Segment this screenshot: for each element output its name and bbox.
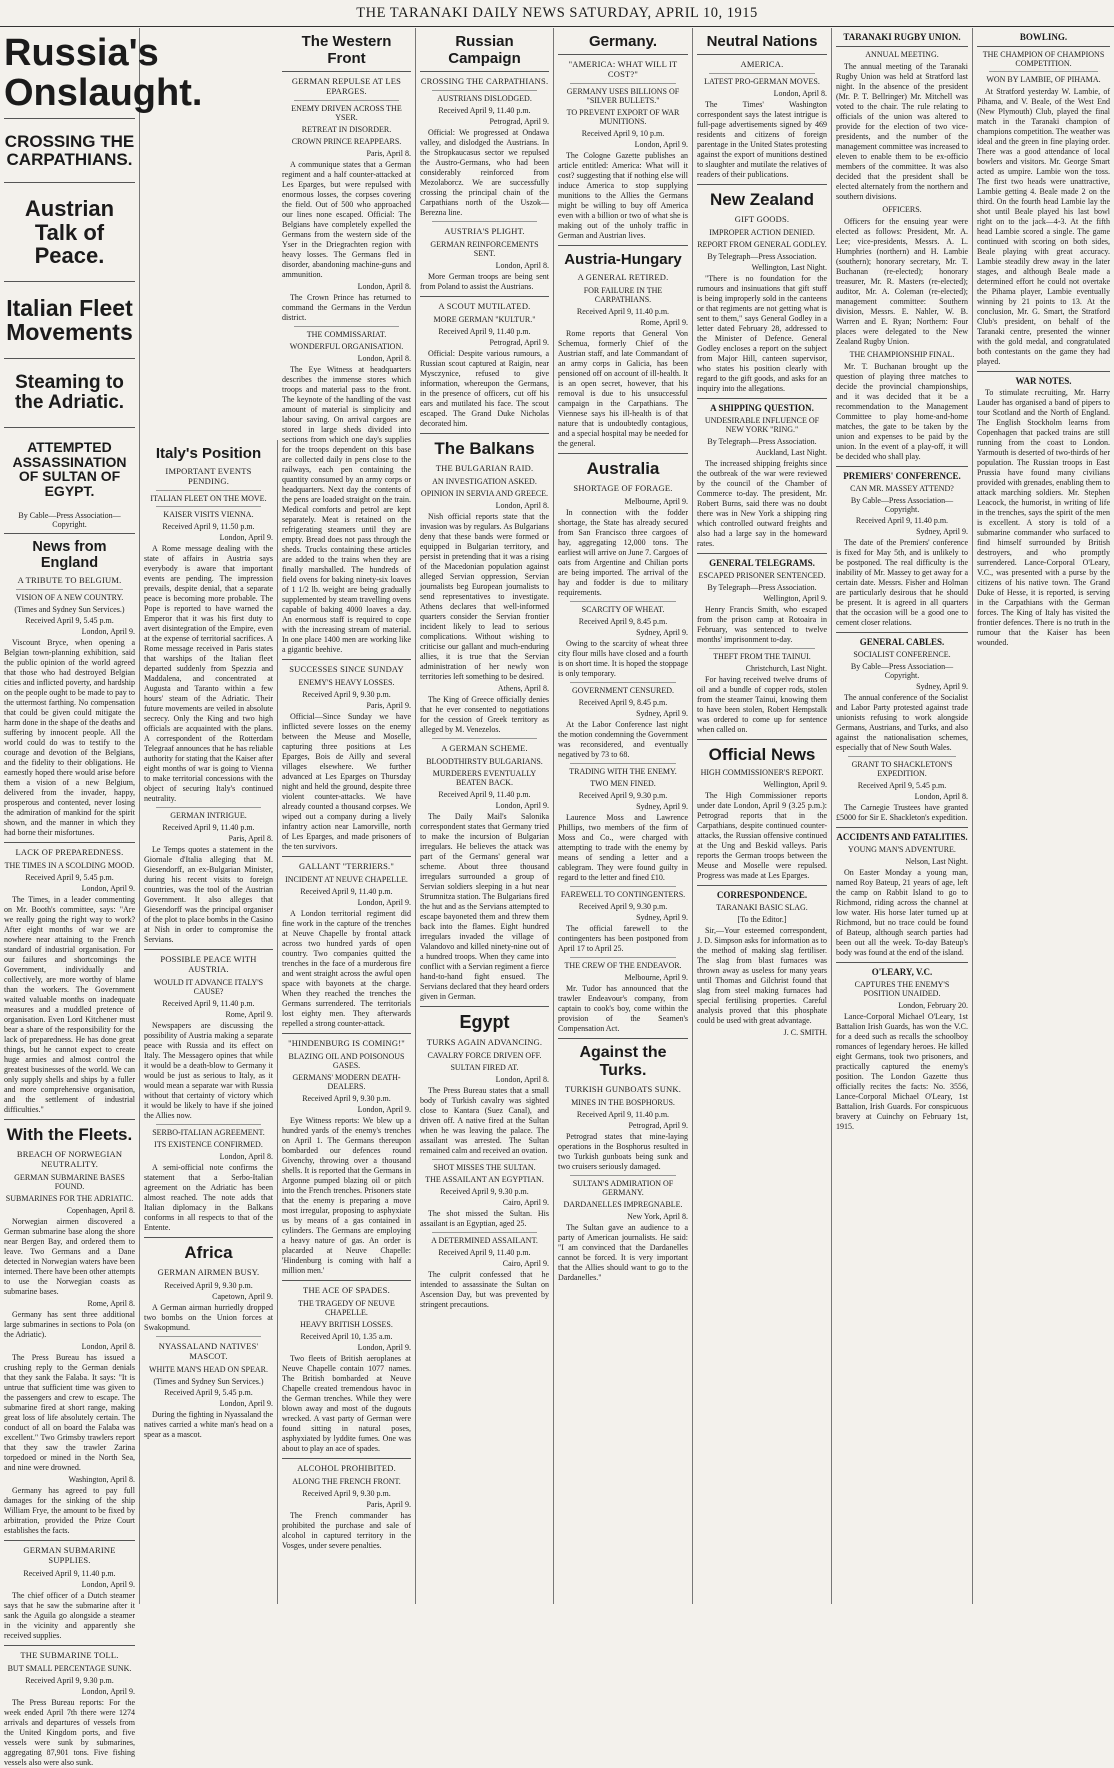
received: Received April 9, 11.40 p.m. [438,327,531,336]
subhead: GERMANY USES BILLIONS OF "SILVER BULLETS." [566,87,680,105]
subhead: CORRESPONDENCE. [716,890,808,900]
subhead: ESCAPED PRISONER SENTENCED. [698,571,826,580]
article-text: The Daily Mail's Salonika correspondent states that Germany tried to make the incursion of Bulgarian irregulars. He believes the attack was part of the Germans' general war scheme. About three thousand irregulars surrounded a group of Servian soldiers sleeping in a hut near Strumnitza station. The Bulgarians fired the hut and as the Servians attempted to escape bayoneted them and threw them back into the flames. Eight hundred irregulars invaded the village of Valandovo and killed ninety-nine out of a hundred troops. When they came into conflict with a Servian regiment a fierce hand-to-hand fight ensued. The Servians declared that they heard orders given in German. [420,812,549,1001]
subhead: SHORTAGE OF FORAGE. [573,483,673,493]
subhead: ENEMY'S HEAVY LOSSES. [298,678,395,687]
subhead: "HINDENBURG IS COMING!" [288,1038,405,1048]
headline-austrian-peace: Austrian Talk of Peace. [24,196,115,268]
subhead: THE BULGARIAN RAID. [435,463,534,473]
dateline: Melbourne, April 9. [624,973,688,982]
article-text: The Crown Prince has returned to command the Germans in the Verdun district. [282,293,411,322]
column-1 [0,28,203,1767]
article-text: The annual conference of the Socialist and Labor Party protested against trade unionists refusing to work alongside Germans, Austrians, and Turks, and also against the nationalisation schemes, especially that of New South Wales. [836,693,968,752]
dateline: Sydney, April 9. [916,682,968,691]
article-text: Laurence Moss and Lawrence Phillips, two members of the firm of Moss and Co., were charged with attempting to trade with the enemy by means of sending a letter and a cablegram. They were found guilty in regard to the letter and fined £10. [558,813,688,882]
subhead: DARDANELLES IMPREGNABLE. [563,1200,683,1209]
received: Received April 9, 9.30 p.m. [25,1675,114,1685]
section-with-the-fleets: With the Fleets. [6,1124,133,1144]
dateline: Washington, April 8. [68,1474,135,1484]
dateline: London, April 9. [495,801,549,810]
subhead: MINES IN THE BOSPHORUS. [571,1098,675,1107]
dateline: London, April 8. [495,501,549,510]
article-text: The Eye Witness at headquarters describes the immense stores which troops and material pass to the front. The keynote of the handling of the vast amount of material is simplicity and labour saving. On arrival cargoes are stored in large sheds divided into sections from which one day's supplies for the troops dependent on this base are collected daily in pens close to the railways, each pen containing the quantity consumed by an army corps or headquarters. Next day the contents of the pens are loaded straight on the train. Medical comforts and petrol are kept separately. Meat is retained on the refrigerating steamers until they are empty. Bread does not pass through the sheds. Trucks containing these articles are added to the trains when they are finally marshalled. The hundreds of field ovens for baking ninety-six loaves of 1 1/2 lb. weight are being gradually supplemented by steam travelling ovens capable of baking 4000 loaves a day. An enormous staff is required to cope with the increasing stream of material. In one place 1400 men are working like a gigantic beehive. [282,365,411,654]
subhead: CROWN PRINCE REAPPEARS. [291,137,402,146]
article-text: The Times' Washington correspondent says the latest intrigue is full-page advertisements signed by 469 residents and citizens of foreign parentage in the United States protesting against the export of munitions destined to slaughter and mutilate the relatives of readers of their publications. [697,100,827,179]
section-accidents: ACCIDENTS AND FATALITIES. [836,832,968,842]
article-text: Official: We progressed at Ondawa valley, and dislodged the Austrians. In the Stropkaucasus sector we repulsed the Austro-Germans, who had been considerably reinforced from Mezolaborcz. We are successfully crossing the principal chain of the Carpathians north of the Uszok—Berezna line. [420,128,549,217]
dateline: London, April 8. [495,261,549,270]
received: Received April 9, 11.40 p.m. [438,1248,531,1257]
received: Received April 9, 11.40 p.m. [438,106,531,115]
source: (Times and Sydney Sun Services.) [14,604,125,614]
subhead: A SCOUT MUTILATED. [438,301,531,311]
article-text: A communique states that a German regiment and a half counter-attacked at Les Eparges, but were repulsed with enormous losses, the corpses covering the field. Out of 500 who approached our lines none escaped. Official: The Belgians have completely expelled the Germans from the western side of the Yser in the Driegrachten region with heavy losses. The Germans fled in disorder, abandoning machine-guns and ammunition. [282,160,411,279]
subhead: VISION OF A NEW COUNTRY. [15,592,124,602]
dateline: London, February 20. [898,1001,968,1010]
section-against-the-turks: Against the Turks. [579,1044,667,1079]
dateline: Wellington, Last Night. [751,263,827,272]
subhead: TURKISH GUNBOATS SUNK. [564,1084,682,1094]
subhead: TO PREVENT EXPORT OF WAR MUNITIONS. [566,108,680,126]
subhead: FOR FAILURE IN THE CARPATHIANS. [583,286,663,304]
article-text: During the fighting in Nyassaland the natives carried a white man's head on a spear as a mascot. [144,1410,273,1439]
article-text: The Times, in a leader commenting on Mr. Booth's committee, says: "Are we really going the right way to work? After eight months of war we are nowhere near attaining to the French standard of industrial organisation. For our failures and shortcomings the Government, individually and collectively, are more worthy of blame than the workers. The Government waited valuable months on inadequate measures and a muddled pretence of organisation. Even Lord Kitchener must bear a share of the responsibility for the lack of preparedness. He has done great things, but he cannot expect to create huge armies and almost control the greatest businesses of the world. We can only supply shells and ships by a fuller and more comprehensive organisation, and the settlement of industrial difficulties." [4,894,135,1114]
article-text: The Carnegie Trustees have granted £5000 for Sir E. Shackleton's expedition. [836,803,968,822]
section-germany: Germany. [588,33,658,50]
received: Received April 9, 10 p.m. [581,129,665,138]
dateline: London, April 9. [357,1343,411,1352]
received: Received April 9, 11.40 p.m. [300,887,393,896]
subhead: OPINION IN SERVIA AND GREECE. [420,489,549,498]
subhead: BLOODTHIRSTY BULGARIANS. [426,757,543,766]
article-text: Germany has sent three additional large submarines in sections to Pola (on the Adriatic). [4,1309,135,1339]
byline: By Cable—Press Association—Copyright. [850,662,954,680]
article-text: Viscount Bryce, when opening a Belgian town-planning exhibition, said the public opinion of the world agreed that those who had destroyed Belgian cities and inflicted poverty, and hardship on the people ought to be made to pay to the uttermost farthing. No compensation that could be given could mitigate the harm done in the shape of the deaths and suffering by innocent people. All the world could do was to testify to the courage and devotion of the Belgians, and the fidelity to their obligations. He earnestly hoped there would arise before them a vision of a new Belgium, delivered from the invader, happy, prosperous and contented, never losing the admiration of mankind for the spirit shown, and the manner in which they had borne their misfortunes. [4,637,135,837]
subhead: GIFT GOODS. [734,214,790,224]
subhead: THE SUBMARINE TOLL. [20,1649,119,1660]
section-taranaki-rugby: TARANAKI RUGBY UNION. [843,32,961,42]
dateline: Cairo, April 9. [502,1198,549,1207]
subhead: ANNUAL MEETING. [865,50,939,59]
subhead: WON BY LAMBIE, OF PIHAMA. [986,75,1101,84]
subhead: GENERAL TELEGRAMS. [709,558,815,568]
column-8 [973,28,1114,1604]
subhead: GERMAN AIRMEN BUSY. [157,1267,260,1277]
subhead: LATEST PRO-GERMAN MOVES. [704,77,820,86]
dateline: Copenhagen, April 8. [66,1205,135,1215]
dateline: London, April 8. [914,792,968,801]
dateline: New York, April 8. [627,1212,688,1221]
subhead: BLAZING OIL AND POISONOUS GASES. [288,1052,405,1070]
section-western-front: The Western Front [301,33,392,67]
received: Received April 9, 11.40 p.m. [576,1110,670,1119]
article-text: The High Commissioner reports under date London, April 9 (3.25 p.m.): Petrograd reports that in the Carpathians, despite continued counter-attacks, the Russian offensive continued at the Ung and Beskid valleys. Paris reports the German troops between the Meuse and Moselle were repulsed. Progress was made at Les Eparges. [697,791,827,880]
subhead: SULTAN'S ADMIRATION OF GERMANY. [572,1179,674,1197]
subhead: REPORT FROM GENERAL GODLEY. [697,240,827,249]
received: Received April 10, 1.35 a.m. [300,1332,393,1341]
section-new-zealand: New Zealand [710,190,814,209]
section-neutral-nations: Neutral Nations [706,33,818,50]
section-egypt: Egypt [459,1012,510,1032]
article-text: Le Temps quotes a statement in the Giornale d'Italia alleging that M. Giesendorff, an ex-Bulgarian Minister, during his recent visits to foreign countries, was the tool of the Austrian Government. It also alleges that Giesendorff was the principal organiser of the plot to place bombs in the Casino at Nish in order to compromise the Servians. [144,845,273,944]
dateline: London, April 8. [357,282,411,291]
article-text: The Press Bureau states that a small body of Turkish cavalry was sighted close to Kantara (Suez Canal), and driven off. A native fired at the Sultan when he was leaving the palace. The assailant was arrested. The Sultan remained calm and received an ovation. [420,1086,549,1155]
received: Received April 9, 5.45 p.m. [857,781,947,790]
dateline: London, April 9. [357,898,411,907]
byline: By Telegraph—Press Association. [707,252,817,261]
subhead: AUSTRIANS DISLODGED. [437,94,532,103]
section-australia: Australia [586,459,660,478]
section-official-news: Official News [708,745,816,764]
article-text: Sir,—Your esteemed correspondent, J. D. Simpson asks for information as to the method of making slag fertiliser. The slag from blast furnaces was thrown away as useless for many years until Thomas and Gilchrist found that slag from steel making furnaces had special fertilising properties. Careful analysis proved that this phosphate could be used with great advantage. [697,926,827,1025]
subhead: GERMAN SUBMARINE SUPPLIES. [23,1544,116,1565]
article-text: Eye Witness reports: We blew up a hundred yards of the enemy's trenches on April 1. The Germans thereupon bombarded our defences round Givenchy, throwing over a thousand shells. It is reported that the Germans in Argonne pumped blazing oil or pitch into the French trenches. Prisoners state that the enemy is preparing a move most irregular, proposing to asphyxiate us by means of a gas contained in cylinders. The Germans are employing a heavy nature of gas. An order is placarded at Neuve Chapelle: 'Hindenburg is coming with half a million men.' [282,1116,411,1275]
article-text: The Sultan gave an audience to a party of American journalists. He said: "I am convinced that the Dardanelles cannot be forced. It is very important that the Allies should want to go to the Dardanelles." [558,1223,688,1282]
article-text: The French commander has prohibited the purchase and sale of alcohol in captured territory in the Vosges, under severe penalties. [282,1511,411,1550]
section-africa: Africa [184,1243,233,1262]
dateline: Nelson, Last Night. [905,857,968,866]
dateline: Sydney, April 9. [916,527,968,536]
article-text: A London territorial regiment did fine work in the capture of the trenches at Neuve Chapelle by frontal attack across two hundred yards of open country. Two companies quitted the trenches in the face of a murderous fire and went straight across the awful open space with bayonets at the charge. When they reached the trenches the Germans surrendered. The territorials lost eighty men. They afterwards repelled a strong counter-attack. [282,909,411,1028]
dateline: Petrograd, April 9. [628,1121,688,1130]
headline-russias-onslaught: Russia's Onslaught. [4,32,203,114]
subhead: WONDERFUL ORGANISATION. [289,342,404,351]
subhead: SUBMARINES FOR THE ADRIATIC. [5,1193,134,1203]
subhead: THE ASSAILANT AN EGYPTIAN. [425,1175,544,1184]
received: Received April 9, 9.30 p.m. [302,690,391,699]
article-text: Newspapers are discussing the possibility of Austria making a separate peace with Russia and its effect on Italy. The Messagero opines that while it would be a death-blow to Germany it would be just as serious to Italy, as it would mean a separate war with Russia without that certainty of victory which it would be likely to have if she joined the Allies now. [144,1021,273,1120]
received: Received April 9, 9.30 p.m. [302,1094,391,1103]
article-text: The Press Bureau has issued a crushing reply to the German denials that they sank the Falaba. It says: "It is untrue that sufficient time was given to the passengers and crew to escape. The submarine fired at short range, making great loss of life absolutely certain. The conduct of all on board the Falaba was excellent." Two Grimsby trawlers report that they saw the trawler Zarina torpedoed or mined in the North Sea, and nine were drowned. [4,1352,135,1472]
article-text: The Press Bureau reports: For the week ended April 7th there were 1274 arrivals and departures of vessels from the United Kingdom ports, and five vessels were sunk by submarines, aggregating 87,901 tons. Five fishing vessels also were also sunk. [4,1697,135,1767]
subhead: A TRIBUTE TO BELGIUM. [17,574,122,585]
byline: By Telegraph—Press Association. [707,583,817,592]
article-text: A Rome message dealing with the state of affairs in Austria says everybody is aware that important events are pending. The impression prevails, despite denial, that a separate peace is becoming more probable. The Pope is reported to have warned the Emperor that it was his first duty to avert disintegration of the Empire, even at the expense of territorial sacrifices. A Rome message received in Paris states that warships of the Italian fleet departed suddenly from Spezzia and Maddalena, and concentrated at Augusta and Taranto within a few hours' steam of the Adriatic. Their future movements are veiled in absolute secrecy. Only the King and two high officials are acquainted with the plans. A correspondent of the Rotterdam Telegraaf announces that he has reliable authority for stating that the Kaiser after eight months of war is going to Vienna to make territorial concessions with the object of securing Italy's continued neutrality. [144,544,273,803]
received: Received April 9, 8.45 p.m. [578,617,668,626]
article-text: The culprit confessed that he intended to assassinate the Sultan on Ascension Day, but was prevented by stringent precautions. [420,1270,549,1309]
article-text: To stimulate recruiting, Mr. Harry Lauder has organised a band of pipers to tour Scotland and the North of England. The English Stockholm learns from Copenhagen that packed trains are still running from the coast to London. Yarmouth is deserted of two-thirds of her population. The Russian troops in East Prussia have found many civilians provided with grenades, enabling them to attack marching soldiers. Mr. Stephen Leacock, the humorist, in writing of life in the trenches, says the spirit of the men is excellent. A story is told of a submarine commander who surfaced to find himself surrounded by British destroyers, and who promptly surrendered. Lance-Corporal O'Leary, V.C., was presented with a purse by the citizens of his native town. The Grand Duke of Hesse, it is reported, is serving in the Carpathians with the German forces. The King of Italy has visited the frontier defences. There is no truth in the rumour that the Kaiser has been wounded. [977,388,1110,647]
received: Received April 9, 9.30 p.m. [302,1489,391,1498]
signature: J. C. SMITH. [783,1028,827,1037]
received: Received April 9, 9.30 p.m. [578,902,668,911]
article-text: The official farewell to the contingenters has been postponed from April 17 to April 25. [558,924,688,953]
section-war-notes: WAR NOTES. [1015,376,1072,386]
section-general-cables: GENERAL CABLES. [859,637,945,647]
subhead: THE COMMISSARIAT. [306,330,387,339]
subhead: GERMAN INTRIGUE. [170,811,247,820]
subhead: GERMAN REINFORCEMENTS SENT. [430,240,539,258]
subhead: IMPORTANT EVENTS PENDING. [165,466,252,486]
byline: By Telegraph—Press Association. [707,437,817,446]
article-text: Official: Despite various rumours, a Russian scout captured at Raigin, near Mysczynice, refused to give information, whereupon the Germans, in the presence of officers, cut off his ears and mutilated his face. The scout escaped. The Grand Duke Nicholas decorated him. [420,349,549,428]
headline-sultan-assassination: ATTEMPTED ASSASSINATION OF SULTAN OF EGYPT. [12,438,127,499]
section-bowling: BOWLING. [1019,32,1068,42]
dateline: Paris, April 9. [366,701,411,710]
column-6 [693,28,832,1604]
article-text: Official—Since Sunday we have inflicted severe losses on the enemy between the Meuse and Moselle, capturing three positions at Les Eparges, Bois de Ailly and several villages elsewhere. We further advanced at Les Eparges on Thursday night and held the ground, despite three violent counter-attacks. We have already counted a thousand corpses. We wiped out a company during a lively infantry action near Lamorville, north of Les Eparges, and made prisoners of the ten survivors. [282,712,411,851]
subhead: AUSTRIA'S PLIGHT. [444,226,525,236]
column-5 [554,28,693,1604]
received: Received April 9, 9.30 p.m. [440,1187,529,1196]
article-text: The increased shipping freights since the outbreak of the war were reviewed by the council of the Chamber of Commerce to-day. The president, Mr. Robert Burns, said there was no doubt there was in New York a shipping ring which controlled outward freights and also had a large say in the homeward rates. [697,459,827,548]
article-text: For having received twelve drums of oil and a bundle of copper rods, stolen from the steamer Tainui, knowing them to have been stolen, Robert Hempstalk was ordered to come up for sentence when called on. [697,675,827,734]
article-text: The date of the Premiers' conference is fixed for May 5th, and is unlikely to be postponed. The real difficulty is the inability of Mr. Massey to get away for a certain date. Messrs. Fisher and Holman are particularly desirous that he should be present. It is agreed in all quarters that the occasion will be a good one to cement closer relations. [836,538,968,627]
received: Received April 9, 11.40 p.m. [855,516,949,525]
subhead: SULTAN FIRED AT. [450,1063,519,1072]
section-news-from-england: News from England [32,538,107,571]
subhead: MORE GERMAN "KULTUR." [433,315,536,324]
article-text: The Cologne Gazette publishes an article entitled: America: What will it cost? suggesting that if nothing else will induce America to stop supplying munitions to the Allies the Germans might be willing to buy off America even with a billion or two of what she is making out of the unholy traffic in German and Austrian lives. [558,151,688,240]
received: Received April 9, 8.45 p.m. [578,698,668,707]
subhead: FAREWELL TO CONTINGENTERS. [560,890,686,899]
subhead: GERMAN REPULSE AT LES EPARGES. [291,76,402,96]
masthead: THE TARANAKI DAILY NEWS SATURDAY, APRIL 10, 1915 [0,0,1114,27]
dateline: London, April 9. [81,626,135,636]
received: Received April 9, 11.40 p.m. [162,999,255,1008]
subhead: SCARCITY OF WHEAT. [581,605,665,614]
article-text: Henry Francis Smith, who escaped from the prison camp at Rotoaira in February, was sentenced to twelve months' imprisonment to-day. [697,605,827,644]
subhead: GRANT TO SHACKLETON'S EXPEDITION. [851,760,953,778]
to-editor: [To the Editor.] [737,915,787,924]
article-text: A German airman hurriedly dropped two bombs on the Union forces at Swakopmund. [144,1303,273,1332]
subhead: NYASSALAND NATIVES' MASCOT. [158,1341,259,1361]
dateline: London, April 9. [81,1686,135,1696]
section-russian-campaign: Russian Campaign [448,33,521,67]
received: Received April 9, 11.40 p.m. [23,1568,116,1578]
dateline: London, April 9. [357,1105,411,1114]
article-text: The shot missed the Sultan. His assailant is an Egyptian, aged 25. [420,1209,549,1228]
headline-crossing-carpathians: CROSSING THE CARPATHIANS. [4,131,135,169]
dateline: Sydney, April 9. [636,709,688,718]
subhead: TWO MEN FINED. [590,779,656,788]
article-text: Lance-Corporal Michael O'Leary, 1st Battalion Irish Guards, has won the V.C. for a deed such as recalls the schoolboy romances of legendary heroes. He killed eight Germans, took two prisoners, and practically captured the enemy's position. The London Gazette thus officially recites the facts: No. 3556, Lance-Corporal Michael O'Leary, 1st Battalion, Irish Guards. For conspicuous bravery at Cuinchy on February 1st, 1915. [836,1012,968,1131]
subhead: BUT SMALL PERCENTAGE SUNK. [7,1663,132,1673]
subhead: IMPROPER ACTION DENIED. [709,228,815,237]
subhead: A GENERAL RETIRED. [577,272,669,282]
dateline: Wellington, April 9. [763,594,827,603]
section-italys-position: Italy's Position [155,445,262,462]
section-the-balkans: The Balkans [434,439,535,458]
headline-steaming-adriatic: Steaming to the Adriatic. [14,372,125,413]
subhead: CAVALRY FORCE DRIVEN OFF. [427,1051,542,1060]
dateline: London, April 9. [81,883,135,893]
subhead: GERMAN SUBMARINE BASES FOUND. [14,1172,125,1191]
article-text: Owing to the scarcity of wheat three city flour mills have closed and a fourth is on short time. It is hoped the stoppage is only temporary. [558,639,688,678]
section-austria-hungary: Austria-Hungary [564,251,682,268]
subhead: INCIDENT AT NEUVE CHAPELLE. [285,875,408,884]
dateline: Petrograd, April 9. [489,338,549,347]
received: Received April 9, 9.30 p.m. [164,1281,253,1290]
dateline: Cairo, April 9. [502,1259,549,1268]
subhead: GALLANT "TERRIERS." [298,861,395,871]
article-text: The King of Greece officially denies that he ever consented to negotiations for the cession of Greek territory as alleged by M. Venezelos. [420,695,549,734]
subhead: THE CHAMPIONSHIP FINAL. [849,350,955,359]
article-text: On Easter Monday a young man, named Roy Bateup, 21 years of age, left the camp on Rabbit Island to go to Richmond, riding across the channel at low water. His horse later turned up at Richmond, but no trace could be found of Bateup, although search parties had been out all the week. To-day Bateup's body was found at the end of the island. [836,868,968,957]
article-text: Mr. T. Buchanan brought up the question of playing three matches to decide the provincial championships, and it was decided that it be a recommendation to the Management Committee to play home-and-home matches, the gate to be taken by the union and expenses to be paid by the union. In the event of a play-off, it will be decided who shall play. [836,362,968,461]
subhead: "AMERICA: WHAT WILL IT COST?" [568,59,678,79]
received: Received April 9, 9.30 p.m. [578,791,668,800]
subhead: A DETERMINED ASSAILANT. [431,1236,538,1245]
dateline: Paris, April 8. [228,834,273,843]
dateline: London, April 9. [219,1399,273,1408]
subhead: SHOT MISSES THE SULTAN. [433,1163,536,1172]
source: (Times and Sydney Sun Services.) [153,1377,264,1386]
dateline: Petrograd, April 9. [489,117,549,126]
subhead: WOULD IT ADVANCE ITALY'S CAUSE? [153,978,264,996]
byline: By Cable—Press Association—Copyright. [18,510,121,529]
dateline: London, April 9. [81,1579,135,1589]
subhead: OFFICERS. [882,205,922,214]
article-text: More German troops are being sent from Poland to assist the Austrians. [420,272,549,291]
dateline: London, April 8. [773,89,827,98]
received: Received April 9, 11.50 p.m. [162,522,255,531]
subhead: THE ACE OF SPADES. [303,1285,390,1295]
dateline: Paris, April 8. [366,149,411,158]
received: Received April 9, 5.45 p.m. [164,1388,253,1397]
subhead: WHITE MAN'S HEAD ON SPEAR. [149,1365,268,1374]
byline: By Cable—Press Association—Copyright. [850,496,954,514]
dateline: London, April 8. [495,1075,549,1084]
subhead: UNDESIRABLE INFLUENCE OF NEW YORK "RING." [704,416,820,434]
article-text: Petrograd states that mine-laying operations in the Bosphorus resulted in two Turkish gunboats being sunk and two cruisers seriously damaged. [558,1132,688,1171]
column-3 [278,28,416,1604]
headline-italian-fleet: Italian Fleet Movements [6,294,133,345]
subhead: CROSSING THE CARPATHIANS. [420,76,549,86]
dateline: Wellington, April 9. [763,780,827,789]
subhead: THE CREW OF THE ENDEAVOR. [564,961,682,970]
article-text: A semi-official note confirms the statement that a Serbo-Italian agreement on the Adriatic has been almost reached. The note adds that Italian diplomacy in the Balkans conforms in all respects to that of the Entente. [144,1163,273,1232]
article-text: Two fleets of British aeroplanes at Neuve Chapelle contain 1077 names. The British bombarded at Neuve Chapelle created tremendous havoc in the German trenches. While they were blown away and most of the dugouts wrecked. A vast party of German were found sitting in natural poses, asphyxiated by lyddite fumes. One was about to play an ace of spades. [282,1354,411,1453]
subhead: SOCIALIST CONFERENCE. [853,650,951,659]
subhead: TURKS AGAIN ADVANCING. [426,1037,543,1047]
subhead: CAPTURES THE ENEMY'S POSITION UNAIDED. [854,980,950,998]
dateline: Sydney, April 9. [636,628,688,637]
subhead: HIGH COMMISSIONER'S REPORT. [700,768,824,777]
dateline: London, April 8. [219,1152,273,1161]
dateline: Rome, April 8. [87,1298,135,1308]
dateline: Sydney, April 9. [636,913,688,922]
dateline: London, April 8. [357,354,411,363]
received: Received April 9, 11.40 p.m. [438,790,531,799]
dateline: Athens, April 8. [497,684,549,693]
subhead: MURDERERS EVENTUALLY BEATEN BACK. [432,769,537,787]
subhead: THE CHAMPION OF CHAMPIONS COMPETITION. [982,50,1105,68]
dateline: Rome, April 9. [225,1010,273,1019]
subhead: AMERICA. [740,59,784,69]
dateline: London, April 9. [219,533,273,542]
dateline: Auckland, Last Night. [755,448,827,457]
article-text: Officers for the ensuing year were elected as follows: President, Mr. A. Lee; vice-presidents, Messrs. A. L. Humphries (northern) and H. Lambie (southern); honorary secretary, Mr. T. Buchanan (re-elected); honorary treasurer, Mr. R. Masters (re-elected); auditor, Mr. A. Coleman (re-elected); management committee: Southern division, Messrs. E. Nahler, W. B. Warren and E. Ryan; Northern: Four places were delegated to the New Zealand Rugby Union. [836,217,968,346]
dateline: Rome, April 9. [640,318,688,327]
subhead: GERMANS' MODERN DEATH-DEALERS. [292,1073,401,1091]
subhead: BREACH OF NORWEGIAN NEUTRALITY. [16,1148,123,1169]
dateline: Capetown, April 9. [212,1292,273,1301]
article-text: Nish official reports state that the invasion was by regulars. As Bulgarians deny that these bands were formed or equipped in Bulgarian territory, and persist in pretending that it was a rising of the Macedonian population against alleged Servian oppression, Servian journalists beg European journalists to send representatives to investigate. Athens declares that well-informed quarters consider the Servian frontier incident likely to lead to serious complications. Without wishing to criticise our gallant and much-enduring allies, it is true that the Servian administration of her newly won territories left something to be desired. [420,512,549,681]
article-text: Germany has agreed to pay full damages for the sinking of the ship William Frye, the amount to be fixed by arbitration, provided the Prize Court establishes the facts. [4,1485,135,1535]
subhead: LACK OF PREPAREDNESS. [15,846,124,857]
column-2 [140,440,278,1604]
subhead: ITS EXISTENCE CONFIRMED. [154,1140,263,1149]
article-text: The annual meeting of the Taranaki Rugby Union was held at Stratford last night. In the absence of the president (Mr. P. T. Bellringer) Mr. Mitchell was voted to the chair. The rule relating to officials of the union was altered to provide for the election of two vice-presidents, and the number of the management committee was increased to eleven to enable them to be ex-officio members of the committee. It was also decided that the president shall be elected alternately from the northern and southern divisions. [836,62,968,201]
subhead: A GERMAN SCHEME. [441,743,528,753]
article-text: At Stratford yesterday W. Lambie, of Pihama, and V. Beale, of the West End (New Plymouth) Club, played the final match in the Taranaki champion of champions competition. The weather was ideal and the green in fine playing order. There was a good attendance of local bowlers and visitors. Mr. George Smart acted as umpire. Lambie won the toss. The first two heads were unattractive, Lambie getting 4. Beale made 2 on the third. On the fourth head Lambie lay the shot until Beale played his last bowl right on to the jack—4-3. At the fifth head Lambie scored a single. The game continued with scoring on both sides, Beale playing with great accuracy. Lambie steadily drew away in the later stages, and although Beale made a determined effort he could not overtake the Pihama player, Lambie eventually winning by 21 points to 13. At the conclusion, Mr. G. Smart, the Stratford Club's president, on behalf of the Taranaki centre, presented the winner with the gold medal, and congratulated both contestants on the game they had played. [977,87,1110,366]
subhead: TRADING WITH THE ENEMY. [569,767,677,776]
subhead: THE TIMES IN A SCOLDING MOOD. [4,860,135,870]
article-text: The chief officer of a Dutch steamer says that he saw the submarine after it sank the Aguila go alongside a steamer in the vicinity and apparently she received supplies. [4,1590,135,1640]
dateline: Christchurch, Last Night. [745,664,827,673]
subhead: KAISER VISITS VIENNA. [163,510,254,519]
received: Received April 9, 11.40 p.m. [162,823,255,832]
subhead: HEAVY BRITISH LOSSES. [300,1320,393,1329]
subhead: THEFT FROM THE TAINUI. [713,652,811,661]
dateline: Melbourne, April 9. [624,497,688,506]
subhead: POSSIBLE PEACE WITH AUSTRIA. [160,954,257,974]
subhead: ALCOHOL PROHIBITED. [297,1463,396,1473]
received: Received April 9, 11.40 p.m. [576,307,670,316]
subhead: CAN MR. MASSEY ATTEND? [850,484,954,493]
subhead: ITALIAN FLEET ON THE MOVE. [150,494,267,503]
subhead: SUCCESSES SINCE SUNDAY [289,664,404,674]
article-text: Rome reports that General Von Schemua, formerly Chief of the Austrian staff, and late Commandant of an army corps in Galicia, has been pensioned off on account of ill-health. It is an open secret, however, that his removal is due to his unsuccessful campaign in the Carpathians. The Viennese says his ill-health is of that nature that is undoubtedly contagious, and a special hospital may be needed for the general. [558,329,688,448]
subhead: RETREAT IN DISORDER. [301,125,392,134]
subhead: ALONG THE FRENCH FRONT. [292,1477,401,1486]
received: Received April 9, 5.45 p.m. [25,872,114,882]
subhead: ENEMY DRIVEN ACROSS THE YSER. [291,104,402,122]
article-text: In connection with the fodder shortage, the State has already secured from San Francisco three cargoes of hay, aggregating 12,000 tons. The earliest will arrive on June 7. Cargoes of oats from Argentine and Chilian ports are being imported. The arrival of the hay and fodder is due to military requirements. [558,508,688,597]
column-7 [832,28,973,1604]
subhead: YOUNG MAN'S ADVENTURE. [848,845,956,854]
section-premiers-conference: PREMIERS' CONFERENCE. [843,471,961,481]
subhead: AN INVESTIGATION ASKED. [432,477,537,486]
subhead: THE TRAGEDY OF NEUVE CHAPELLE. [298,1299,395,1317]
dateline: Paris, April 9. [366,1500,411,1509]
dateline: Sydney, April 9. [636,802,688,811]
article-text: "There is no foundation for the rumours and insinuations that gift stuff is being improperly sold in the canteens or that regiments are not getting what is sent to them," says General Godley in a letter dated February 28, addressed to the Minister of Defence. General Godley encloses a report on the subject from Major Hill, canteen supervisor, who states his position clearly with regard to the gift goods, and asks for an inquiry into the allegations. [697,274,827,393]
article-text: Mr. Tudor has announced that the trawler Endeavour's company, from captain to cook's boy, come within the provision of the Seamen's Compensation Act. [558,984,688,1033]
dateline: London, April 8. [81,1341,135,1351]
column-4 [416,28,554,1604]
subhead: TARANAKI BASIC SLAG. [716,903,808,912]
subhead: A SHIPPING QUESTION. [710,403,814,413]
article-text: Norwegian airmen discovered a German submarine base along the shore near Bergen Bay, and ordered them to leave. Two Germans and a Dane detected in Norwegian waters have been interned. There have been other attempts to use the Norwegian coasts as submarine bases. [4,1216,135,1296]
section-oleary-vc: O'LEARY, V.C. [871,967,933,977]
article-text: At the Labor Conference last night the motion condemning the Government was reconsidered, and eventually negatived by 73 to 68. [558,720,688,759]
dateline: London, April 9. [634,140,688,149]
subhead: GOVERNMENT CENSURED. [571,686,675,695]
received: Received April 9, 5.45 p.m. [25,615,114,625]
subhead: SERBO-ITALIAN AGREEMENT. [152,1128,265,1137]
